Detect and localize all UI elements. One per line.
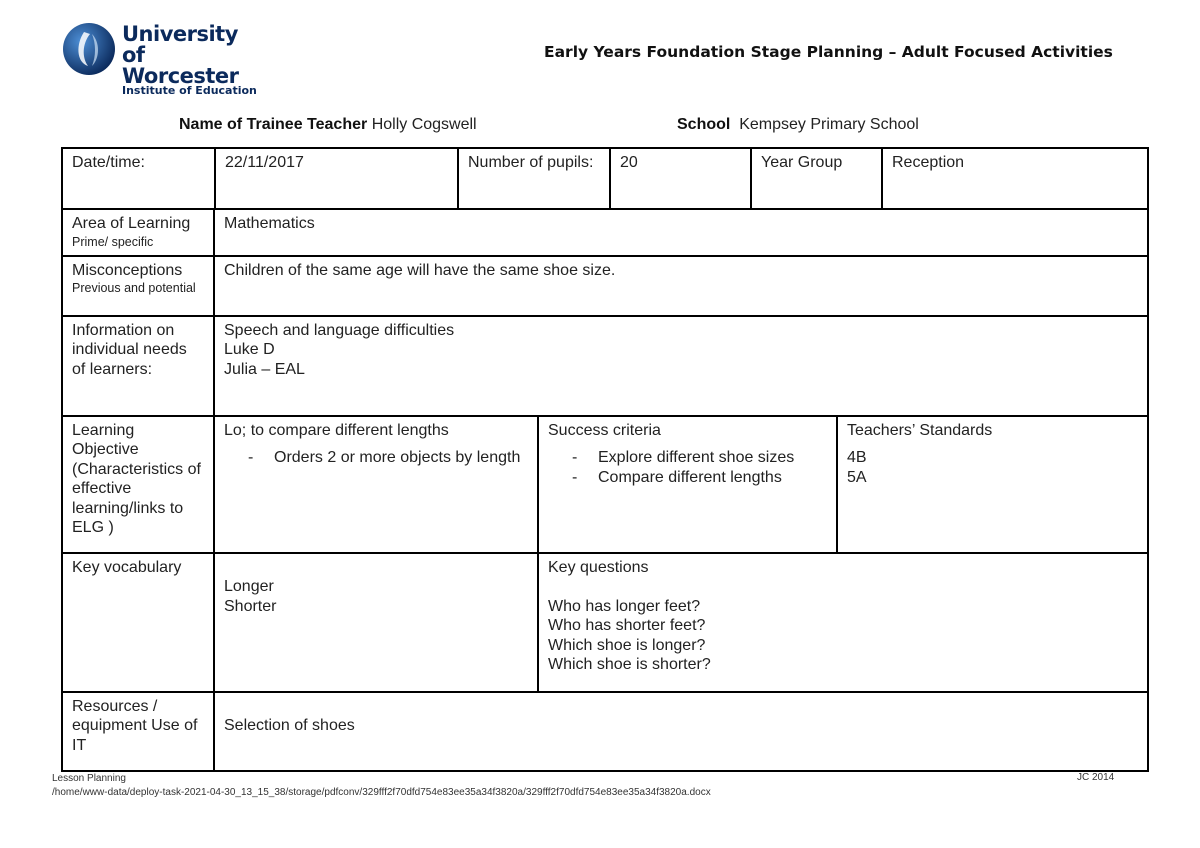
year-label: Year Group — [751, 149, 882, 208]
misconceptions-sublabel: Previous and potential — [72, 281, 196, 295]
row-needs — [62, 316, 1148, 416]
vocab-label: Key vocabulary — [62, 553, 214, 692]
success-item: - Compare different lengths — [548, 468, 827, 488]
area-label-cell — [62, 209, 214, 256]
date-value: 22/11/2017 — [215, 149, 458, 208]
row-vocabulary — [62, 553, 1148, 692]
footer-left — [52, 772, 711, 800]
row-area — [62, 209, 1148, 256]
question-item: Who has shorter feet? — [548, 617, 706, 634]
success-item: - Explore different shoe sizes — [548, 448, 827, 468]
logo-line-2: of Worcester — [122, 43, 239, 88]
pupils-label: Number of pupils: — [458, 149, 610, 208]
row-misconceptions — [62, 256, 1148, 316]
area-label: Area of Learning — [72, 215, 191, 232]
misconceptions-value: Children of the same age will have the same shoe size. — [214, 256, 1148, 316]
footer-path: /home/www-data/deploy-task-2021-04-30_13_15_38/storage/pdfconv/329fff2f70dfd754e83ee35a34f3820a/329fff2f70dfd754e83ee35a34f3820a.docx — [52, 787, 711, 798]
misconceptions-label: Misconceptions — [72, 261, 183, 279]
trainee-value: Holly Cogswell — [371, 116, 477, 133]
trainee-line — [179, 116, 477, 134]
planning-table — [61, 147, 1149, 772]
needs-value-cell — [214, 316, 1148, 416]
question-item: Which shoe is longer? — [548, 636, 706, 654]
year-value: Reception — [892, 154, 965, 171]
trainee-label: Name of Trainee Teacher — [179, 116, 368, 133]
question-item: Who has longer feet? — [548, 597, 701, 615]
standards-item: 4B — [847, 449, 867, 466]
row-date — [62, 148, 1148, 209]
question-item: Which shoe is shorter? — [548, 656, 711, 673]
row-date-cell — [62, 148, 1148, 209]
school-label: School — [677, 116, 731, 133]
vocab-word: Longer — [224, 578, 274, 595]
resources-value: Selection of shoes — [214, 692, 1148, 771]
needs-label: Information on individual needs of learners: — [62, 316, 214, 416]
objective-cell — [214, 416, 1148, 553]
vocab-words-cell — [215, 554, 538, 691]
standards-item: 5A — [847, 468, 867, 486]
needs-line: Speech and language difficulties — [224, 321, 455, 339]
date-label: Date/time: — [63, 149, 215, 208]
school-value: Kempsey Primary School — [739, 116, 919, 133]
row-objective — [62, 416, 1148, 553]
vocab-word: Shorter — [224, 597, 277, 615]
standards-title: Teachers’ Standards — [847, 421, 993, 439]
school-line — [677, 116, 919, 134]
lo-cell — [215, 417, 538, 552]
needs-line: Julia – EAL — [224, 360, 305, 378]
document-title: Early Years Foundation Stage Planning – Adult Focused Activities — [544, 43, 1113, 61]
lo-item: - Orders 2 or more objects by length — [224, 448, 528, 468]
university-logo — [62, 20, 262, 100]
logo-subtitle: Institute of Education — [122, 84, 257, 97]
misconceptions-label-cell — [62, 256, 214, 316]
logo-line-1: University — [122, 22, 238, 46]
objective-label: Learning Objective (Characteristics of effective learning/links to ELG ) — [62, 416, 214, 553]
vocab-cell — [214, 553, 1148, 692]
success-cell — [538, 417, 837, 552]
success-title: Success criteria — [548, 421, 661, 439]
needs-line: Luke D — [224, 341, 275, 358]
questions-title: Key questions — [548, 558, 649, 576]
footer-right: JC 2014 — [1077, 772, 1115, 783]
university-emblem-icon — [62, 22, 116, 76]
pupils-value: 20 — [610, 149, 751, 208]
questions-cell — [538, 554, 1147, 691]
area-sublabel: Prime/ specific — [72, 234, 154, 249]
footer-title: Lesson Planning — [52, 773, 126, 784]
standards-cell — [837, 417, 1147, 552]
lo-title: Lo; to compare different lengths — [224, 421, 449, 439]
row-resources — [62, 692, 1148, 771]
resources-label: Resources / equipment Use of IT — [62, 692, 214, 771]
area-value: Mathematics — [214, 209, 1148, 256]
